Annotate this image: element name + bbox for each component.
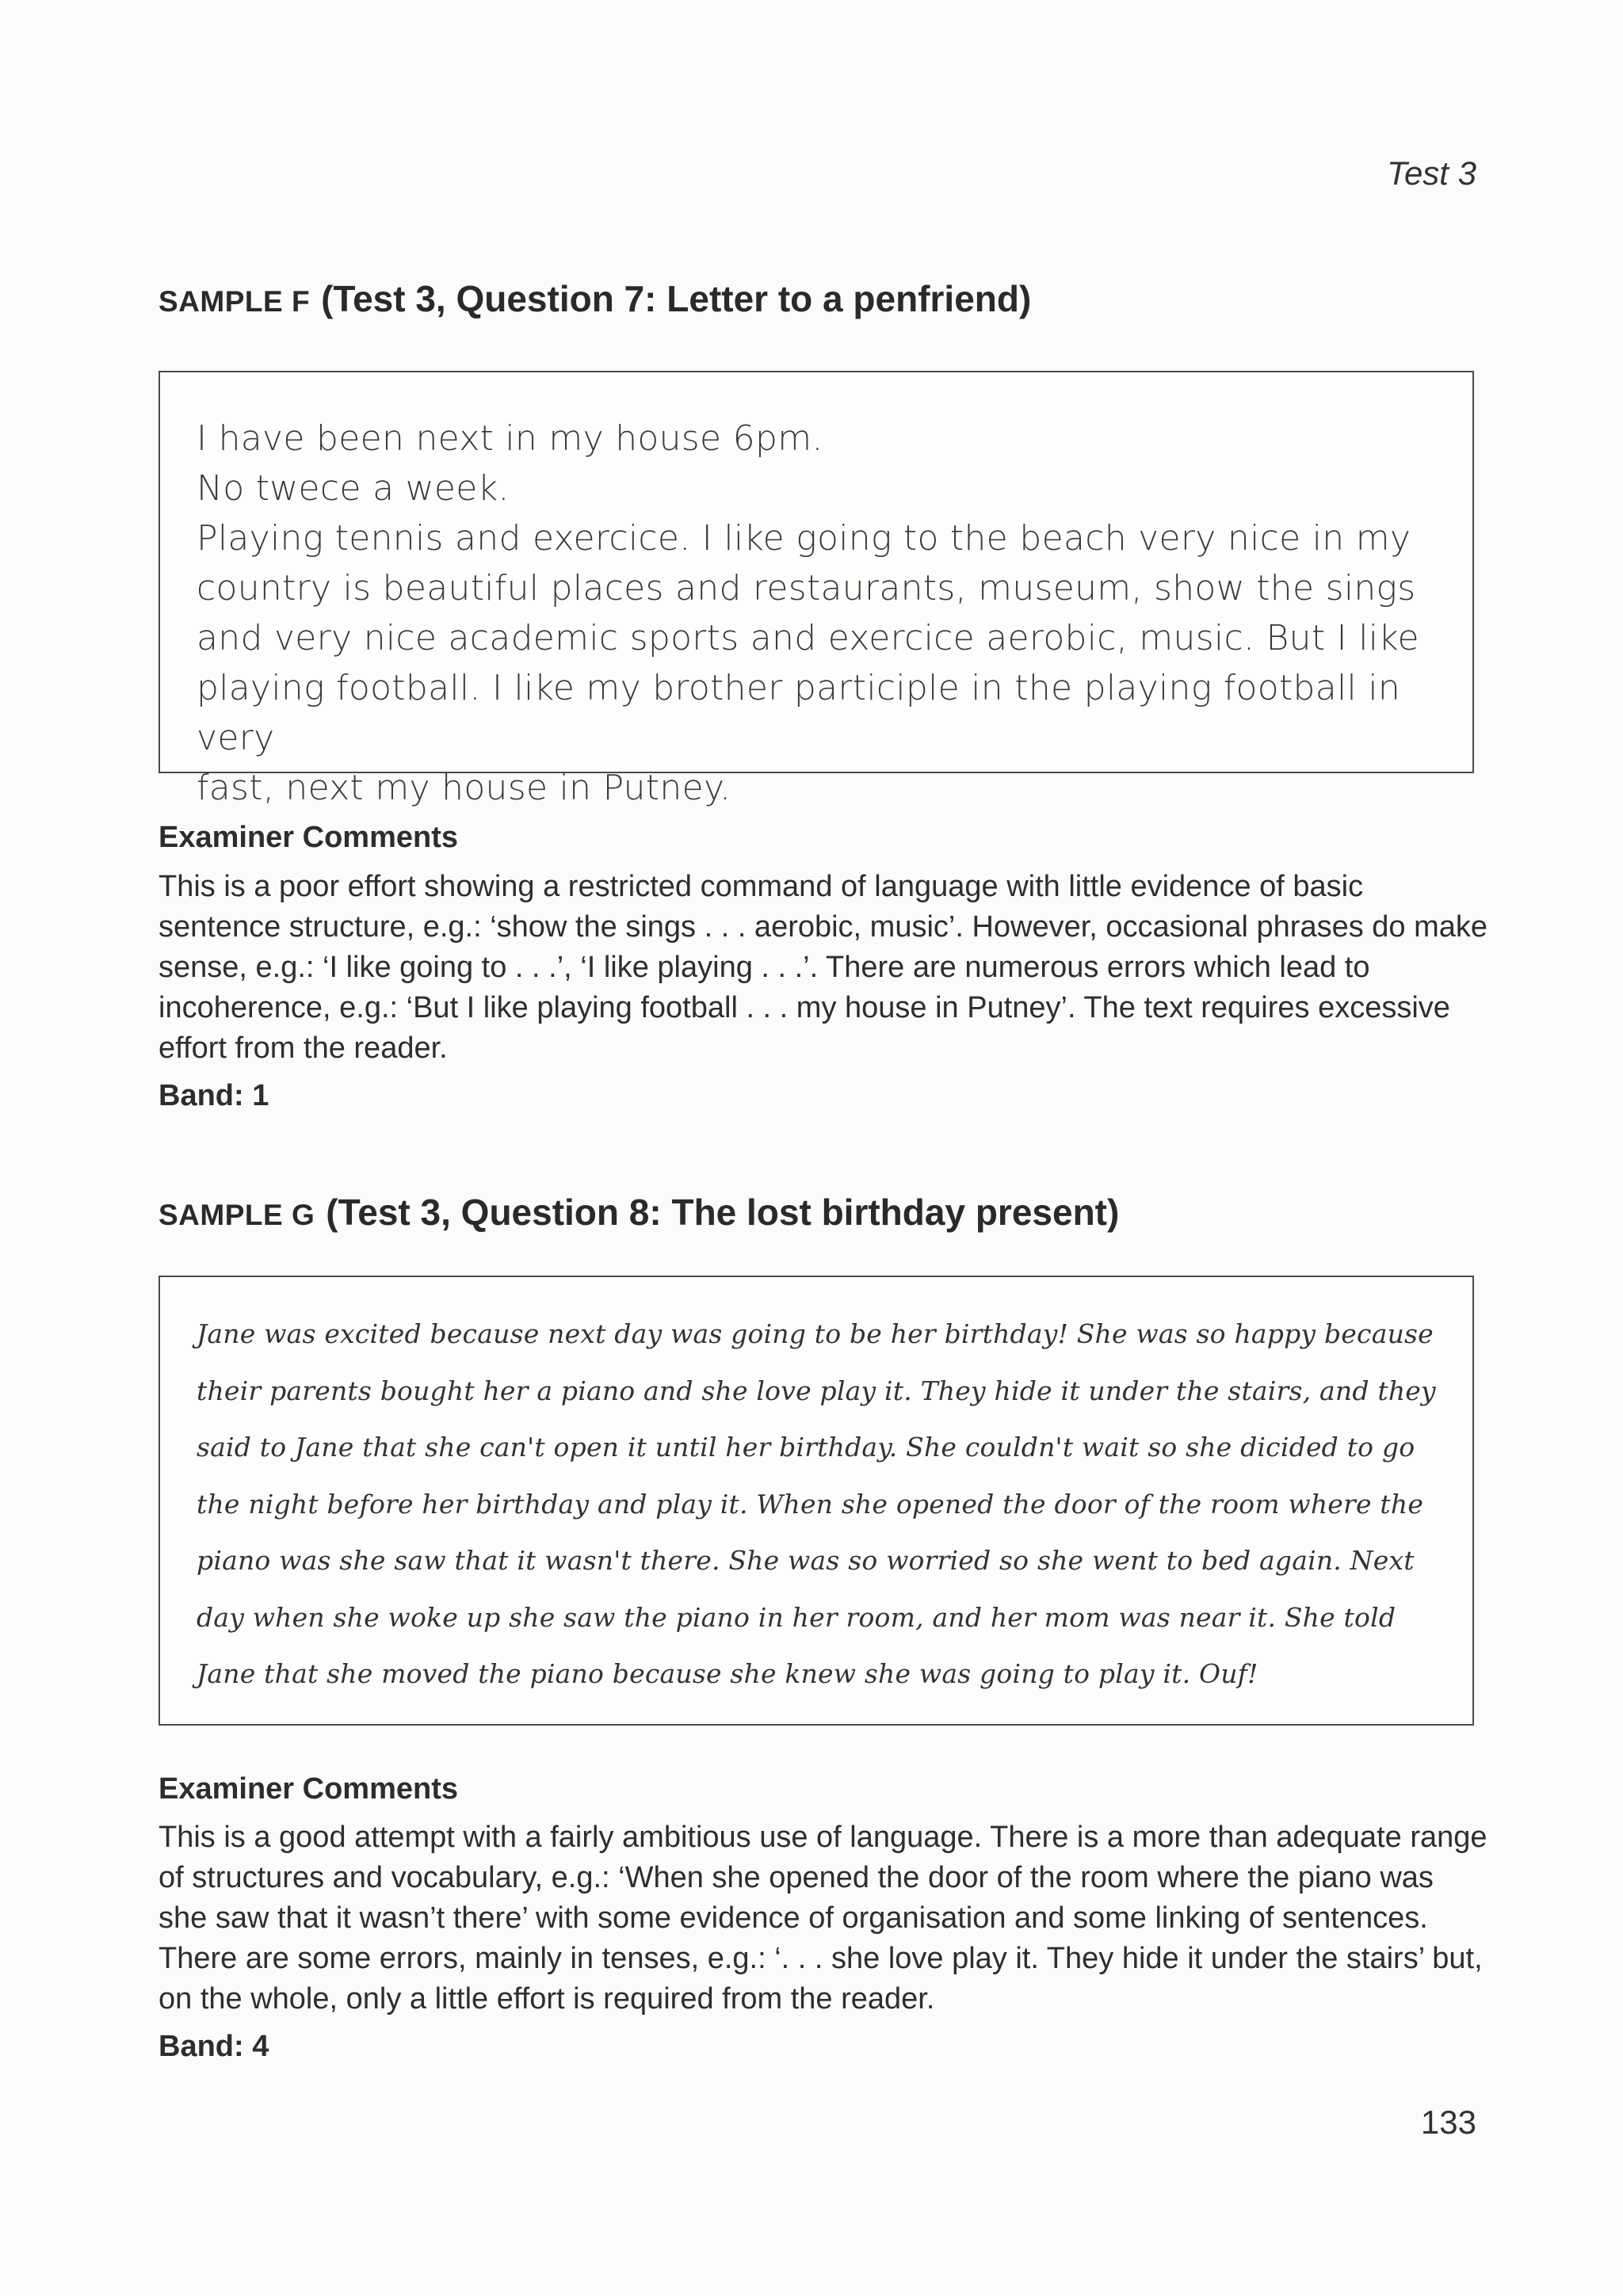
sample-g-band: Band: 4: [158, 2030, 269, 2063]
response-line: Jane that she moved the piano because she knew she was going to play it. Ouf!: [197, 1658, 1258, 1689]
response-line: and very nice academic sports and exercice aerobic, music. But I like: [197, 618, 1419, 658]
response-line: No twece a week.: [197, 468, 510, 509]
sample-f-response: [197, 414, 1436, 813]
sample-f-title: (Test 3, Question 7: Letter to a penfriend): [321, 278, 1032, 319]
page-number: 133: [1420, 2103, 1476, 2141]
response-line: I have been next in my house 6pm.: [197, 418, 823, 459]
sample-g-comments: This is a good attempt with a fairly ambitious use of language. There is a more than adequate range of structures and vocabulary, e.g.: ‘When she opened the door of the room where the piano was she saw that it wasn’t there’ with some evidence of organisation and some linking of sentences. There are some errors, mainly in tenses, e.g.: ‘. . . she love play it. They hide it under the stairs’ but, on the whole, only a little effort is required from the reader.: [158, 1821, 1487, 2016]
running-header: Test 3: [1387, 154, 1476, 192]
response-line: said to Jane that she can't open it until her birthday. She couldn't wait so she dicided to go: [197, 1432, 1415, 1463]
sample-f-band: Band: 1: [158, 1079, 269, 1112]
response-line: the night before her birthday and play it. When she opened the door of the room where the: [197, 1488, 1424, 1520]
sample-f-tag: SAMPLE F: [158, 285, 311, 318]
response-line: country is beautiful places and restaurants, museum, show the sings: [197, 568, 1416, 608]
sample-f-comments: This is a poor effort showing a restricted command of language with little evidence of basic sentence structure, e.g.: ‘show the sings . . . aerobic, music’. However, occasional phrases do make sense, e.g.: ‘I like going to . . .’, ‘I like playing . . .’. There are numerous errors which lead to incoherence, e.g.: ‘But I like playing football . . . my house in Putney’. The text requires excessive effort from the reader.: [158, 870, 1488, 1065]
response-line: their parents bought her a piano and she love play it. They hide it under the stairs, and they: [197, 1375, 1436, 1406]
sample-f-heading: [158, 277, 1031, 320]
sample-g-title: (Test 3, Question 8: The lost birthday present): [326, 1192, 1120, 1233]
sample-g-heading: [158, 1191, 1119, 1234]
response-line: Jane was excited because next day was going to be her birthday! She was so happy because: [197, 1318, 1434, 1349]
sample-g-response: [197, 1306, 1436, 1703]
response-line: playing football. I like my brother participle in the playing football in very: [197, 668, 1401, 758]
response-line: Playing tennis and exercice. I like going to the beach very nice in my: [197, 518, 1411, 559]
response-line: piano was she saw that it wasn't there. She was so worried so she went to bed again. Next: [197, 1545, 1415, 1576]
sample-g-tag: SAMPLE G: [158, 1199, 315, 1231]
sample-f-comments-heading: Examiner Comments: [158, 821, 459, 854]
response-line: day when she woke up she saw the piano in her room, and her mom was near it. She told: [197, 1601, 1396, 1633]
sample-f-response-box: [158, 371, 1474, 808]
sample-g-response-box: [158, 1276, 1474, 1726]
sample-g-comments-heading: Examiner Comments: [158, 1772, 459, 1806]
response-line: fast, next my house in Putney.: [197, 768, 731, 808]
